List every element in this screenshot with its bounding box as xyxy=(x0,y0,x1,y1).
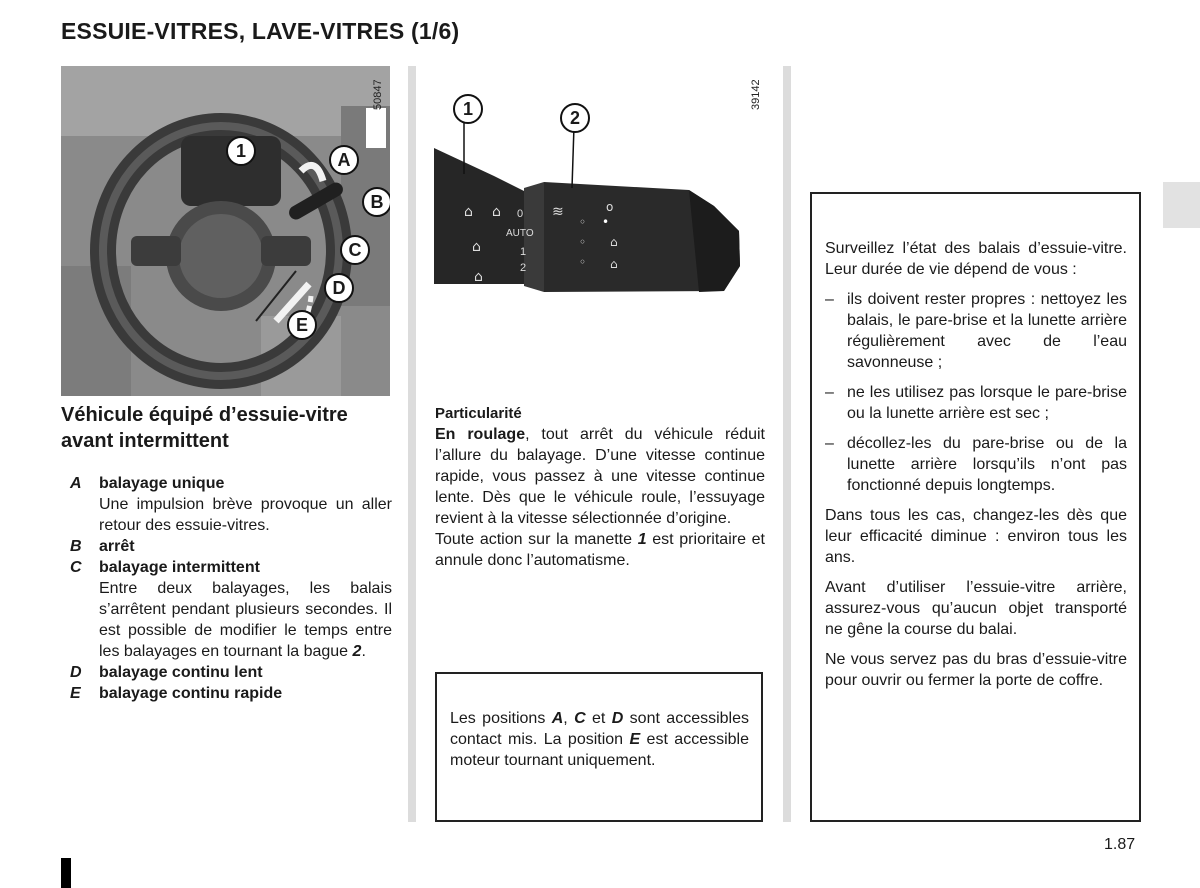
note-pos-E: E xyxy=(629,731,641,748)
bullet-text: ils doivent rester propres : nettoyez les balais, le pare-brise et la lunette arrière régulièrement avec de l’eau savonneuse ; xyxy=(847,291,1127,371)
callout-C: C xyxy=(340,235,370,265)
particularite-text-2a: Toute action sur la manette xyxy=(435,531,638,548)
warning-bullet xyxy=(825,382,1127,424)
lever-label-1: 1 xyxy=(520,246,527,258)
particularite-lead: En roulage xyxy=(435,426,526,443)
legend-desc xyxy=(99,578,392,662)
svg-text:⌂: ⌂ xyxy=(610,257,618,271)
svg-text:⌂: ⌂ xyxy=(492,204,501,220)
legend-key: D xyxy=(70,664,82,681)
svg-text:•: • xyxy=(602,215,610,229)
note-text-1: Les positions xyxy=(450,710,552,727)
lever-label-auto: AUTO xyxy=(506,228,534,239)
particularite-paragraph-2 xyxy=(435,529,765,571)
lever-label-2: 2 xyxy=(520,262,527,274)
lever-label-0: 0 xyxy=(517,208,524,220)
callout-1: 1 xyxy=(226,136,256,166)
note-pos-A: A xyxy=(551,710,564,727)
warning-paragraph-2: Dans tous les cas, changez-les dès que leur efficacité diminue : environ tous les ans. xyxy=(825,507,1127,566)
legend-desc-text: Entre deux balayages, les balais s’arrêtent pendant plusieurs secondes. Il est possible de modifier le temps entre les balayages en tournant la bague xyxy=(99,580,392,660)
legend-item-E xyxy=(64,683,392,704)
legend-desc-ref: 2 xyxy=(352,643,362,660)
particularite-section xyxy=(435,403,765,571)
note-pos-C: C xyxy=(574,710,586,727)
bullet-dash: – xyxy=(825,291,834,308)
lever-callout-1: 1 xyxy=(453,94,483,124)
corner-mark xyxy=(61,858,71,888)
legend-key: B xyxy=(70,538,82,555)
section-heading: Véhicule équipé d’essuie-vitre avant intermittent xyxy=(61,404,348,452)
lever-callout-2: 2 xyxy=(560,103,590,133)
legend-title: balayage continu lent xyxy=(99,664,263,681)
legend-title: balayage unique xyxy=(99,475,225,492)
figure-ref-text-2: 39142 xyxy=(750,79,762,110)
bullet-text: décollez-les du pare-brise ou de la lunette arrière lorsqu’ils n’ont pas fonctionné depuis longtemps. xyxy=(847,435,1127,494)
particularite-text: , tout arrêt du véhicule réduit l’allure du balayage. D’une vitesse continue rapide, vous passez à une vitesse continue lente. Dès que le véhicule roule, l’essuyage revient à la vitesse sélectionnée d’origine. xyxy=(435,426,765,527)
svg-text:⌂: ⌂ xyxy=(464,204,473,220)
particularite-text-2b: est prioritaire et annule donc l’automatisme. xyxy=(435,531,765,569)
particularite-heading: Particularité xyxy=(435,405,522,422)
bullet-dash: – xyxy=(825,435,834,452)
svg-text:⌂: ⌂ xyxy=(610,235,618,249)
note-box xyxy=(435,672,763,822)
page-title: ESSUIE-VITRES, LAVE-VITRES (1/6) xyxy=(61,18,460,44)
legend-title: arrêt xyxy=(99,538,135,555)
bullet-dash: – xyxy=(825,384,834,401)
warning-paragraph-4: Ne vous servez pas du bras d’essuie-vitre pour ouvrir ou fermer la porte de coffre. xyxy=(825,651,1127,689)
callout-D: D xyxy=(324,273,354,303)
figure-ref-number xyxy=(366,108,386,148)
svg-text:⌂: ⌂ xyxy=(472,239,481,255)
legend-item-A xyxy=(64,473,392,536)
legend-desc-end: . xyxy=(361,643,366,660)
warning-intro: Surveillez l’état des balais d’essuie-vitre. Leur durée de vie dépend de vous : xyxy=(825,240,1127,278)
particularite-ref: 1 xyxy=(637,531,647,548)
warning-paragraph-3: Avant d’utiliser l’essuie-vitre arrière, assurez-vous qu’aucun objet transporté ne gêne la course du balai. xyxy=(825,579,1127,638)
figure-ref-text: 50847 xyxy=(372,79,384,110)
warning-bullet xyxy=(825,289,1127,373)
particularite-paragraph-1 xyxy=(435,424,765,529)
callout-E: E xyxy=(287,310,317,340)
column-rule-left xyxy=(408,66,416,822)
callout-A: A xyxy=(329,145,359,175)
note-sep-2: et xyxy=(585,710,612,727)
legend-item-C xyxy=(64,557,392,662)
legend-key: E xyxy=(70,685,81,702)
note-pos-D: D xyxy=(611,710,624,727)
svg-text:◦: ◦ xyxy=(579,215,587,229)
steering-wheel-figure xyxy=(61,66,390,396)
callout-B: B xyxy=(362,187,390,217)
page-number: 1.87 xyxy=(1104,836,1136,853)
warning-bullet xyxy=(825,433,1127,496)
svg-text:⌂: ⌂ xyxy=(474,269,483,285)
legend-title: balayage continu rapide xyxy=(99,685,283,702)
legend-desc: Une impulsion brève provoque un aller retour des essuie-vitres. xyxy=(99,496,392,534)
note-text-3: est accessible moteur tournant uniquement. xyxy=(450,731,750,769)
svg-text:◦: ◦ xyxy=(579,255,587,269)
legend-title: balayage intermittent xyxy=(99,559,260,576)
chapter-tab xyxy=(1163,182,1200,228)
legend-key: A xyxy=(70,475,82,492)
legend-key: C xyxy=(70,559,82,576)
note-text-2: sont accessibles contact mis. La position xyxy=(450,710,750,748)
column-rule-right xyxy=(783,66,791,822)
bullet-text: ne les utilisez pas lorsque le pare-brise ou la lunette arrière est sec ; xyxy=(847,384,1127,422)
svg-text:≋: ≋ xyxy=(552,204,564,220)
wiper-lever-figure xyxy=(434,66,764,326)
wiper-lever-illustration xyxy=(434,66,764,326)
warning-box xyxy=(810,192,1141,822)
legend-item-D xyxy=(64,662,392,683)
svg-text:◦: ◦ xyxy=(579,235,587,249)
legend-item-B xyxy=(64,536,392,557)
legend-list xyxy=(64,473,392,704)
steering-wheel-illustration xyxy=(61,66,390,396)
svg-text:o: o xyxy=(606,200,614,214)
note-sep-1: , xyxy=(563,710,575,727)
